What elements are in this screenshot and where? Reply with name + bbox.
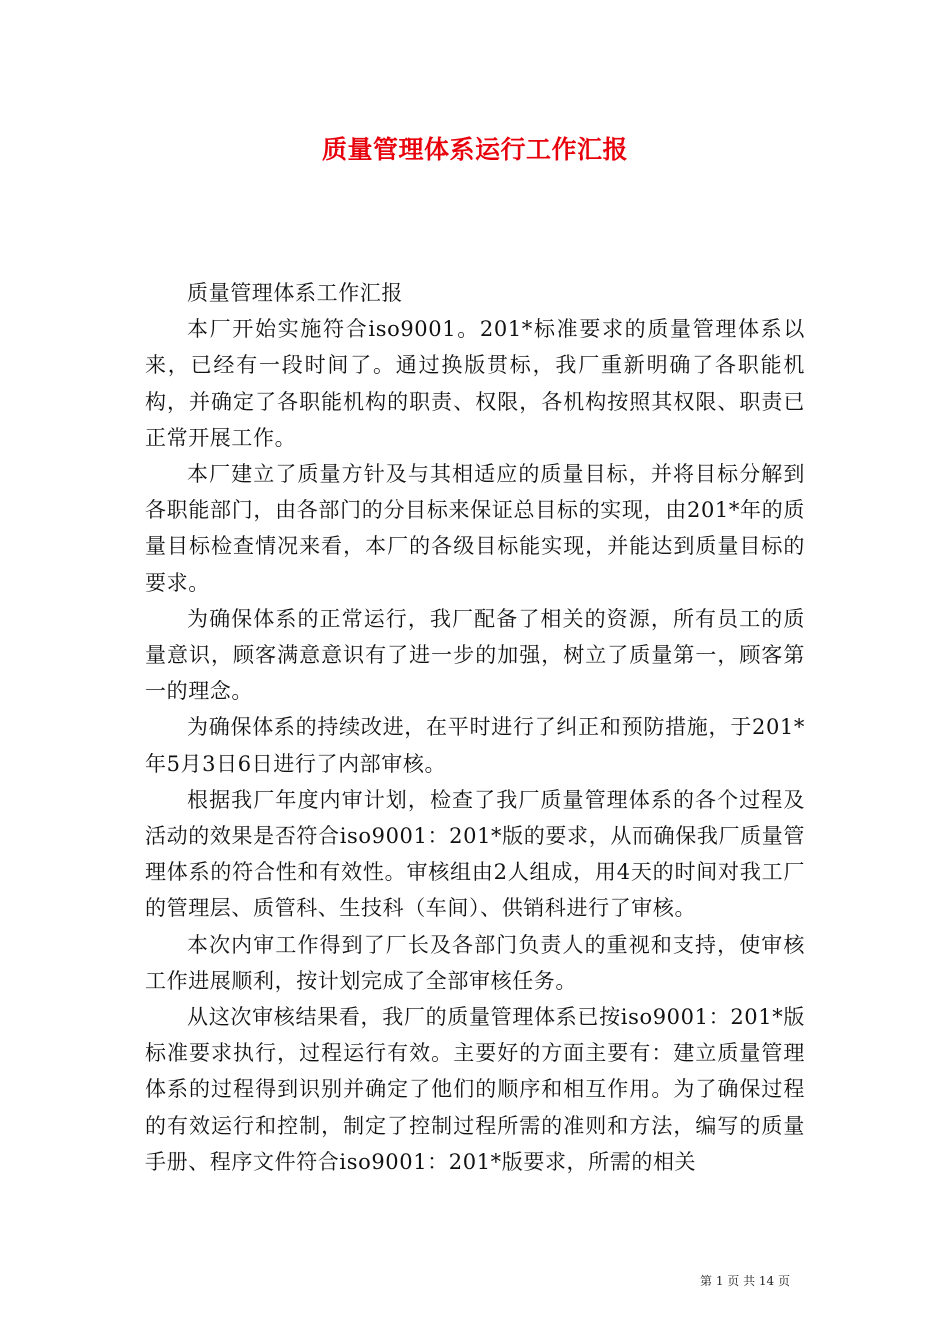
document-body — [145, 275, 805, 1180]
paragraph: 为确保体系的正常运行，我厂配备了相关的资源，所有员工的质量意识，顾客满意意识有了进一步的加强，树立了质量第一，顾客第一的理念。 — [145, 606, 805, 704]
paragraph: 本次内审工作得到了厂长及各部门负责人的重视和支持，使审核工作进展顺利，按计划完成了全部审核任务。 — [145, 932, 805, 993]
paragraph: 根据我厂年度内审计划，检查了我厂质量管理体系的各个过程及活动的效果是否符合iso9001：201*版的要求，从而确保我厂质量管理体系的符合性和有效性。审核组由2人组成，用4天的时间对我工厂的管理层、质管科、生技科（车间）、供销科进行了审核。 — [145, 787, 805, 921]
paragraph: 本厂开始实施符合iso9001。201*标准要求的质量管理体系以来，已经有一段时间了。通过换版贯标，我厂重新明确了各职能机构，并确定了各职能机构的职责、权限，各机构按照其权限、职责已正常开展工作。 — [145, 317, 805, 450]
paragraph: 为确保体系的持续改进，在平时进行了纠正和预防措施，于201*年5月3日6日进行了内部审核。 — [145, 715, 805, 776]
paragraph: 从这次审核结果看，我厂的质量管理体系已按iso9001：201*版标准要求执行，过程运行有效。主要好的方面主要有：建立质量管理体系的过程得到识别并确定了他们的顺序和相互作用。为了确保过程的有效运行和控制，制定了控制过程所需的准则和方法，编写的质量手册、程序文件符合iso9001：201*版要求，所需的相关 — [145, 1005, 805, 1174]
page-number-footer: 第 1 页 共 14 页 — [700, 1274, 790, 1288]
document-title: 质量管理体系运行工作汇报 — [321, 135, 628, 164]
paragraph-subtitle: 质量管理体系工作汇报 — [187, 281, 403, 305]
paragraph: 本厂建立了质量方针及与其相适应的质量目标，并将目标分解到各职能部门，由各部门的分目标来保证总目标的实现，由201*年的质量目标检查情况来看，本厂的各级目标能实现，并能达到质量目标的要求。 — [145, 462, 805, 595]
